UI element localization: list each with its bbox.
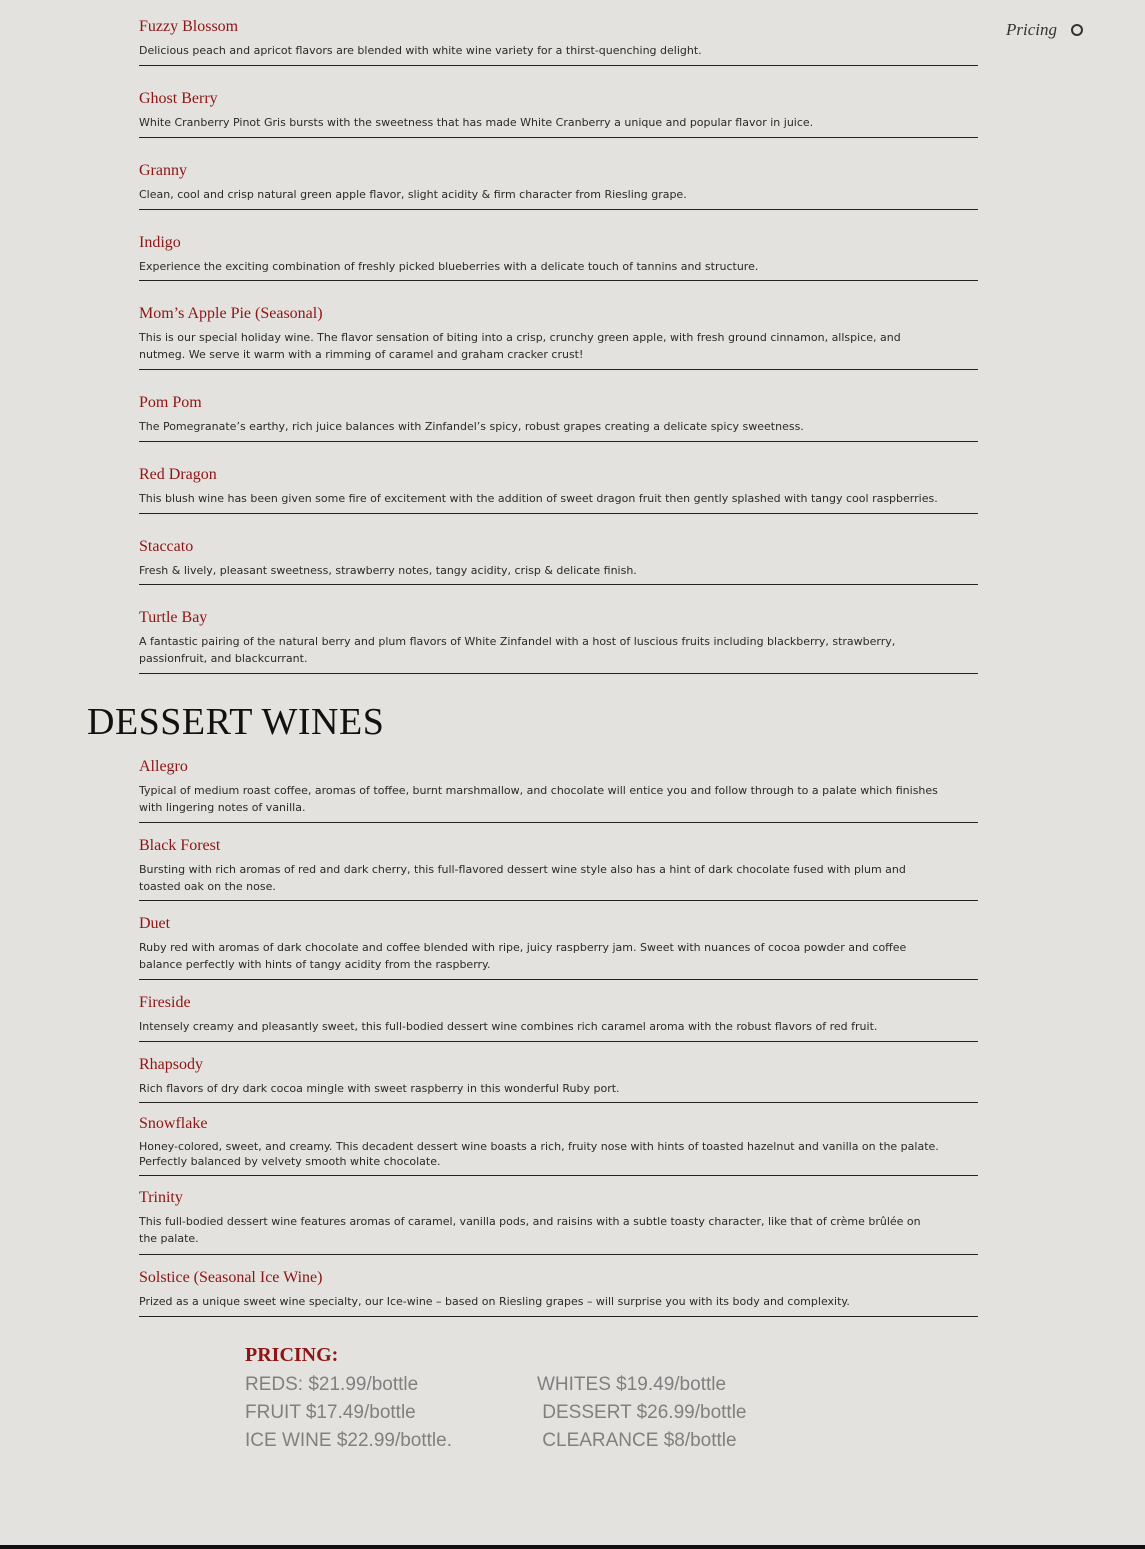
price-row (245, 1427, 746, 1455)
wine-item (139, 442, 978, 514)
price-dessert: DESSERT $26.99/bottle (537, 1402, 747, 1423)
wine-item (139, 1255, 978, 1317)
wine-item (139, 0, 978, 66)
wine-item (139, 66, 978, 138)
pricing-nav[interactable] (1006, 20, 1083, 40)
wine-item (139, 585, 978, 674)
pricing-block (245, 1344, 746, 1455)
dessert-wines-heading: DESSERT WINES (87, 701, 385, 743)
wine-item (139, 210, 978, 281)
wine-item (139, 756, 978, 823)
wine-description: Bursting with rich aromas of red and dark cherry, this full-flavored dessert wine style also has a hint of dark chocolate fused with plum and toasted oak on the nose. (139, 863, 906, 893)
wine-item (139, 138, 978, 210)
wine-description: This blush wine has been given some fire of excitement with the addition of sweet dragon fruit then gently splashed with tangy cool raspberries. (139, 492, 938, 505)
wine-description: Prized as a unique sweet wine specialty, our Ice-wine – based on Riesling grapes – will surprise you with its body and complexity. (139, 1295, 850, 1308)
wine-description: Intensely creamy and pleasantly sweet, this full-bodied dessert wine combines rich caramel aroma with the robust flavors of red fruit. (139, 1020, 878, 1033)
wine-item (139, 1042, 978, 1103)
wine-name: Rhapsody (139, 1056, 203, 1073)
wine-description: This is our special holiday wine. The flavor sensation of biting into a crisp, crunchy green apple, with fresh ground cinnamon, allspice, and nutmeg. We serve it warm with a rimming of caramel and graham cracker crust! (139, 331, 901, 361)
wine-description: White Cranberry Pinot Gris bursts with the sweetness that has made White Cranberry a unique and popular flavor in juice. (139, 116, 814, 129)
wine-description: Ruby red with aromas of dark chocolate and coffee blended with ripe, juicy raspberry jam. Sweet with nuances of cocoa powder and coffee balance perfectly with hints of tangy acidity from the raspberry. (139, 941, 907, 971)
wine-description: The Pomegranate’s earthy, rich juice balances with Zinfandel’s spicy, robust grapes creating a delicate spicy sweetness. (139, 420, 804, 433)
wine-item (139, 281, 978, 370)
price-row (245, 1399, 746, 1427)
wine-name: Trinity (139, 1189, 183, 1206)
price-reds: REDS: $21.99/bottle (245, 1374, 419, 1395)
wine-description: This full-bodied dessert wine features aromas of caramel, vanilla pods, and raisins with a subtle toasty character, like that of crème brûlée on the palate. (139, 1215, 921, 1245)
pricing-nav-label[interactable]: Pricing (1006, 20, 1057, 39)
wine-name: Red Dragon (139, 466, 217, 483)
wine-item (139, 1103, 978, 1176)
price-row (245, 1371, 746, 1399)
wine-description: Typical of medium roast coffee, aromas of toffee, burnt marshmallow, and chocolate will entice you and follow through to a palate which finishes with lingering notes of vanilla. (139, 784, 938, 814)
wine-description: Rich flavors of dry dark cocoa mingle with sweet raspberry in this wonderful Ruby port. (139, 1082, 620, 1095)
wine-name: Turtle Bay (139, 609, 208, 626)
wine-name: Staccato (139, 538, 194, 555)
wine-name: Fuzzy Blossom (139, 18, 239, 35)
wine-item (139, 1176, 978, 1255)
dessert-wine-list (139, 756, 978, 1317)
wine-name: Black Forest (139, 837, 221, 854)
wine-description: Fresh & lively, pleasant sweetness, strawberry notes, tangy acidity, crisp & delicate finish. (139, 564, 637, 577)
wine-item (139, 370, 978, 442)
wine-description: Honey-colored, sweet, and creamy. This decadent dessert wine boasts a rich, fruity nose with hints of toasted hazelnut and vanilla on the palate. Perfectly balanced by velvety smooth white chocolate. (139, 1140, 939, 1168)
price-fruit: FRUIT $17.49/bottle (245, 1402, 416, 1423)
price-clearance: CLEARANCE $8/bottle (537, 1430, 737, 1451)
wine-description: Clean, cool and crisp natural green apple flavor, slight acidity & firm character from Riesling grape. (139, 188, 687, 201)
wine-item (139, 823, 978, 901)
wine-name: Pom Pom (139, 394, 202, 411)
wine-name: Mom’s Apple Pie (Seasonal) (139, 305, 323, 322)
nav-dot-icon[interactable] (1071, 24, 1083, 36)
wine-item (139, 901, 978, 980)
wine-name: Solstice (Seasonal Ice Wine) (139, 1269, 323, 1286)
price-whites: WHITES $19.49/bottle (537, 1374, 727, 1395)
wine-name: Snowflake (139, 1115, 208, 1132)
wine-item (139, 514, 978, 585)
wine-name: Ghost Berry (139, 90, 218, 107)
pricing-title: PRICING: (245, 1344, 339, 1366)
wine-name: Fireside (139, 994, 191, 1011)
wine-description: Experience the exciting combination of freshly picked blueberries with a delicate touch of tannins and structure. (139, 260, 759, 273)
wine-description: A fantastic pairing of the natural berry and plum flavors of White Zinfandel with a host of luscious fruits including blackberry, strawberry, passionfruit, and blackcurrant. (139, 635, 896, 665)
wine-name: Granny (139, 162, 187, 179)
wine-description: Delicious peach and apricot flavors are blended with white wine variety for a thirst-quenching delight. (139, 44, 702, 57)
wine-name: Duet (139, 915, 171, 932)
wine-item (139, 980, 978, 1042)
wine-name: Indigo (139, 234, 181, 251)
wine-name: Allegro (139, 758, 188, 775)
fruit-wine-list (139, 0, 978, 674)
price-ice-wine: ICE WINE $22.99/bottle. (245, 1430, 452, 1451)
bottom-divider (0, 1545, 1145, 1549)
